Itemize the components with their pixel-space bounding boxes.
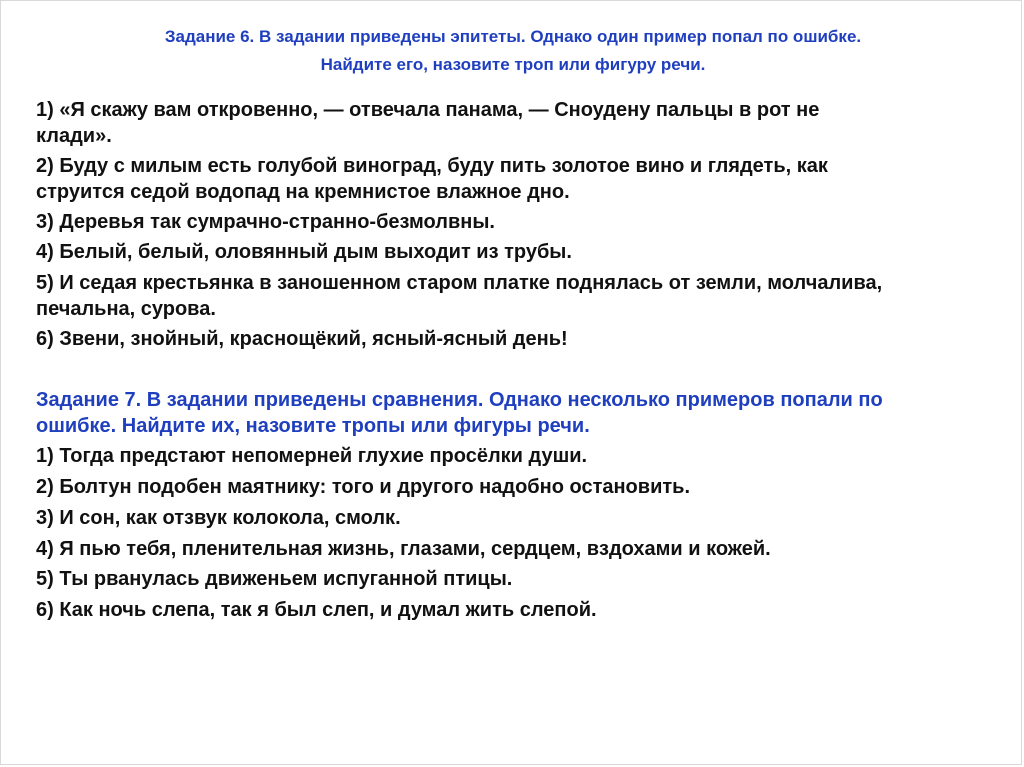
task6-item-6: 6) Звени, знойный, краснощёкий, ясный-ясный день! [36, 328, 568, 350]
task6-title-line1: Задание 6. В задании приведены эпитеты. Однако один пример попал по ошибке. [164, 27, 862, 46]
task7-item-4: 4) Я пью тебя, пленительная жизнь, глазами, сердцем, вздохами и кожей. [36, 538, 771, 560]
task6-item-5-line1: 5) И седая крестьянка в заношенном старом платке поднялась от земли, молчалива, [36, 272, 883, 294]
task6-item-5-line2: печальна, сурова. [36, 298, 216, 320]
task7-item-1: 1) Тогда предстают непомерней глухие просёлки души. [36, 445, 588, 467]
task7-item-6: 6) Как ночь слепа, так я был слеп, и думал жить слепой. [36, 599, 597, 621]
task6-item-2-line1: 2) Буду с милым есть голубой виноград, буду пить золотое вино и глядеть, как [36, 155, 828, 177]
task6-item-4: 4) Белый, белый, оловянный дым выходит из трубы. [36, 241, 572, 263]
task7-heading-line2: ошибке. Найдите их, назовите тропы или фигуры речи. [36, 415, 590, 437]
task6-item-3: 3) Деревья так сумрачно-странно-безмолвны. [36, 211, 495, 233]
task7-item-2: 2) Болтун подобен маятнику: того и другого надобно остановить. [36, 476, 691, 498]
task7-heading-line1: Задание 7. В задании приведены сравнения. Однако несколько примеров попали по [36, 389, 883, 411]
task6-title-line2: Найдите его, назовите троп или фигуру речи. [320, 55, 706, 74]
task6-item-1-line1: 1) «Я скажу вам откровенно, — отвечала панама, — Сноудену пальцы в рот не [36, 99, 820, 121]
task7-item-3: 3) И сон, как отзвук колокола, смолк. [36, 507, 401, 529]
task6-item-2-line2: струится седой водопад на кремнистое влажное дно. [36, 181, 570, 203]
task6-item-1-line2: клади». [36, 125, 112, 147]
task7-item-5: 5) Ты рванулась движеньем испуганной птицы. [36, 568, 513, 590]
